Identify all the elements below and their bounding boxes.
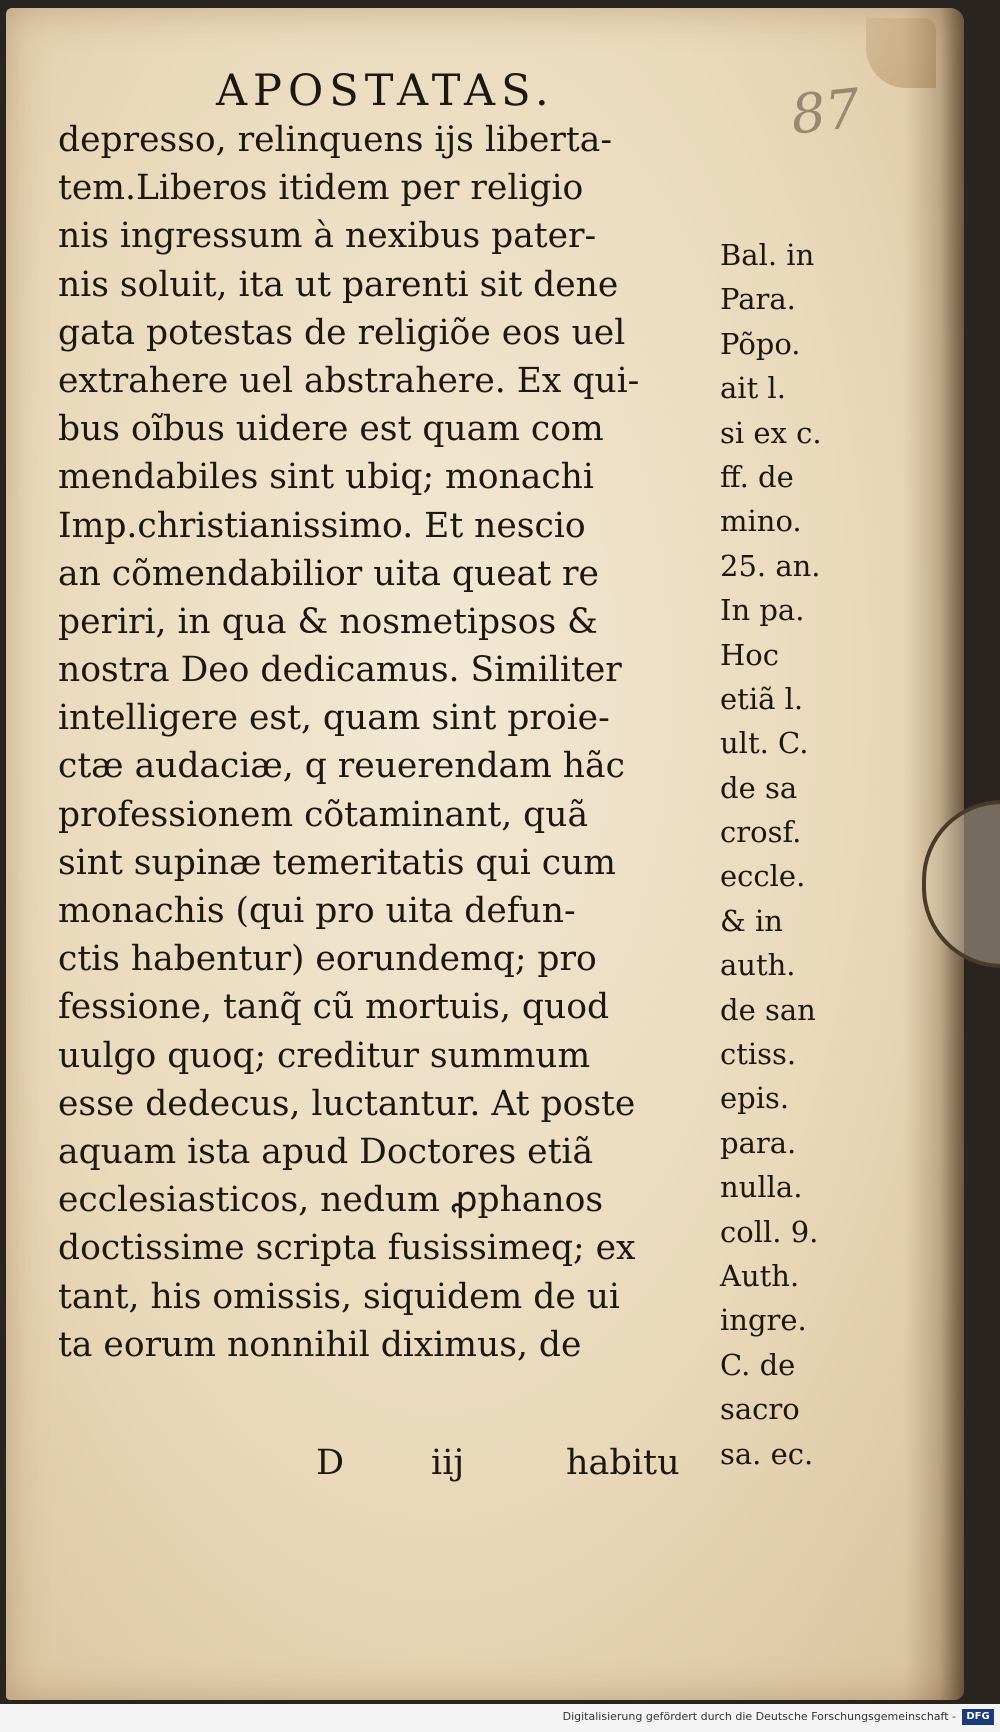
margin-note: & in [720, 903, 783, 938]
text-line: Imp.christianissimo. Et nescio [58, 505, 586, 546]
margin-note: auth. [720, 948, 796, 983]
text-line: tem.Liberos itidem per religio [58, 168, 584, 209]
text-line: periri, in qua & nosmetipsos & [58, 601, 598, 642]
text-line: gata potestas de religiõe eos uel [58, 312, 626, 353]
margin-note: C. de [720, 1347, 796, 1382]
text-line: mendabiles sint ubiq; monachi [58, 457, 594, 498]
text-line: ta eorum nonnihil diximus, de [58, 1324, 582, 1365]
margin-note: sacro [720, 1392, 800, 1427]
margin-note: mino. [720, 504, 802, 539]
margin-note: sa. ec. [720, 1436, 814, 1471]
margin-note: Põpo. [720, 326, 801, 361]
catchword: habitu [566, 1443, 680, 1483]
margin-note: ingre. [720, 1303, 807, 1338]
margin-note: epis. [720, 1081, 790, 1116]
margin-note: ait l. [720, 371, 786, 406]
main-text-block [58, 116, 738, 1369]
signature-mark: D [316, 1443, 345, 1483]
margin-note: Bal. in [720, 238, 815, 272]
credit-bar [0, 1704, 1000, 1732]
margin-note: Hoc [720, 637, 779, 672]
text-line: monachis (qui pro uita defun- [58, 891, 576, 931]
margin-note: 25. an. [720, 548, 821, 583]
margin-note: etiã l. [720, 681, 804, 716]
text-line: intelligere est, quam sint proie- [58, 698, 610, 739]
margin-note: eccle. [720, 859, 806, 894]
margin-note: ff. de [720, 459, 794, 494]
text-line: professionem cõtaminant, quã [58, 794, 589, 835]
margin-note: Auth. [720, 1258, 800, 1293]
signature-number: iij [431, 1443, 465, 1483]
text-line: ecclesiasticos, nedum ꝓphanos [58, 1180, 604, 1221]
book-page [6, 8, 964, 1700]
margin-note: In pa. [720, 593, 805, 628]
margin-note: si ex c. [720, 415, 822, 450]
margin-note: coll. 9. [720, 1214, 819, 1249]
text-line: esse dedecus, luctantur. At poste [58, 1083, 636, 1124]
text-line: fessione, tanq̃ cũ mortuis, quod [58, 987, 610, 1028]
text-line: ctis habentur) eorundemq; pro [58, 939, 597, 980]
running-header: APOSTATAS. [216, 66, 555, 116]
text-line: nis soluit, ita ut parenti sit dene [58, 264, 619, 305]
text-line: doctissime scripta fusissimeq; ex [58, 1228, 636, 1269]
text-line: aquam ista apud Doctores etiã [58, 1131, 594, 1172]
text-line: ctæ audaciæ, q reuerendam hãc [58, 746, 625, 787]
margin-note: nulla. [720, 1170, 803, 1205]
margin-note: de sa [720, 770, 798, 805]
margin-note: para. [720, 1125, 797, 1160]
text-line: nostra Deo dedicamus. Similiter [58, 650, 622, 691]
margin-note: ult. C. [720, 726, 809, 761]
text-line: an cõmendabilior uita queat re [58, 553, 599, 594]
margin-note: ctiss. [720, 1037, 797, 1072]
text-line: tant, his omissis, siquidem de ui [58, 1276, 620, 1317]
margin-note: Para. [720, 282, 796, 317]
margin-note: crosf. [720, 815, 802, 850]
text-line: nis ingressum à nexibus pater- [58, 216, 597, 257]
text-line: uulgo quoq; creditur summum [58, 1035, 591, 1076]
text-line: extrahere uel abstrahere. Ex qui- [58, 360, 640, 401]
margin-note: de san [720, 992, 816, 1027]
text-line: depresso, relinquens ijs liberta- [58, 120, 612, 160]
credit-text: Digitalisierung gefördert durch die Deutsche Forschungsgemeinschaft - [562, 1710, 956, 1723]
text-line: sint supinæ temeritatis qui cum [58, 842, 616, 883]
margin-notes [720, 233, 880, 1476]
dfg-logo-icon: DFG [962, 1709, 994, 1725]
folio-number: 87 [788, 76, 863, 147]
text-line: bus oĩbus uidere est quam com [58, 409, 604, 450]
